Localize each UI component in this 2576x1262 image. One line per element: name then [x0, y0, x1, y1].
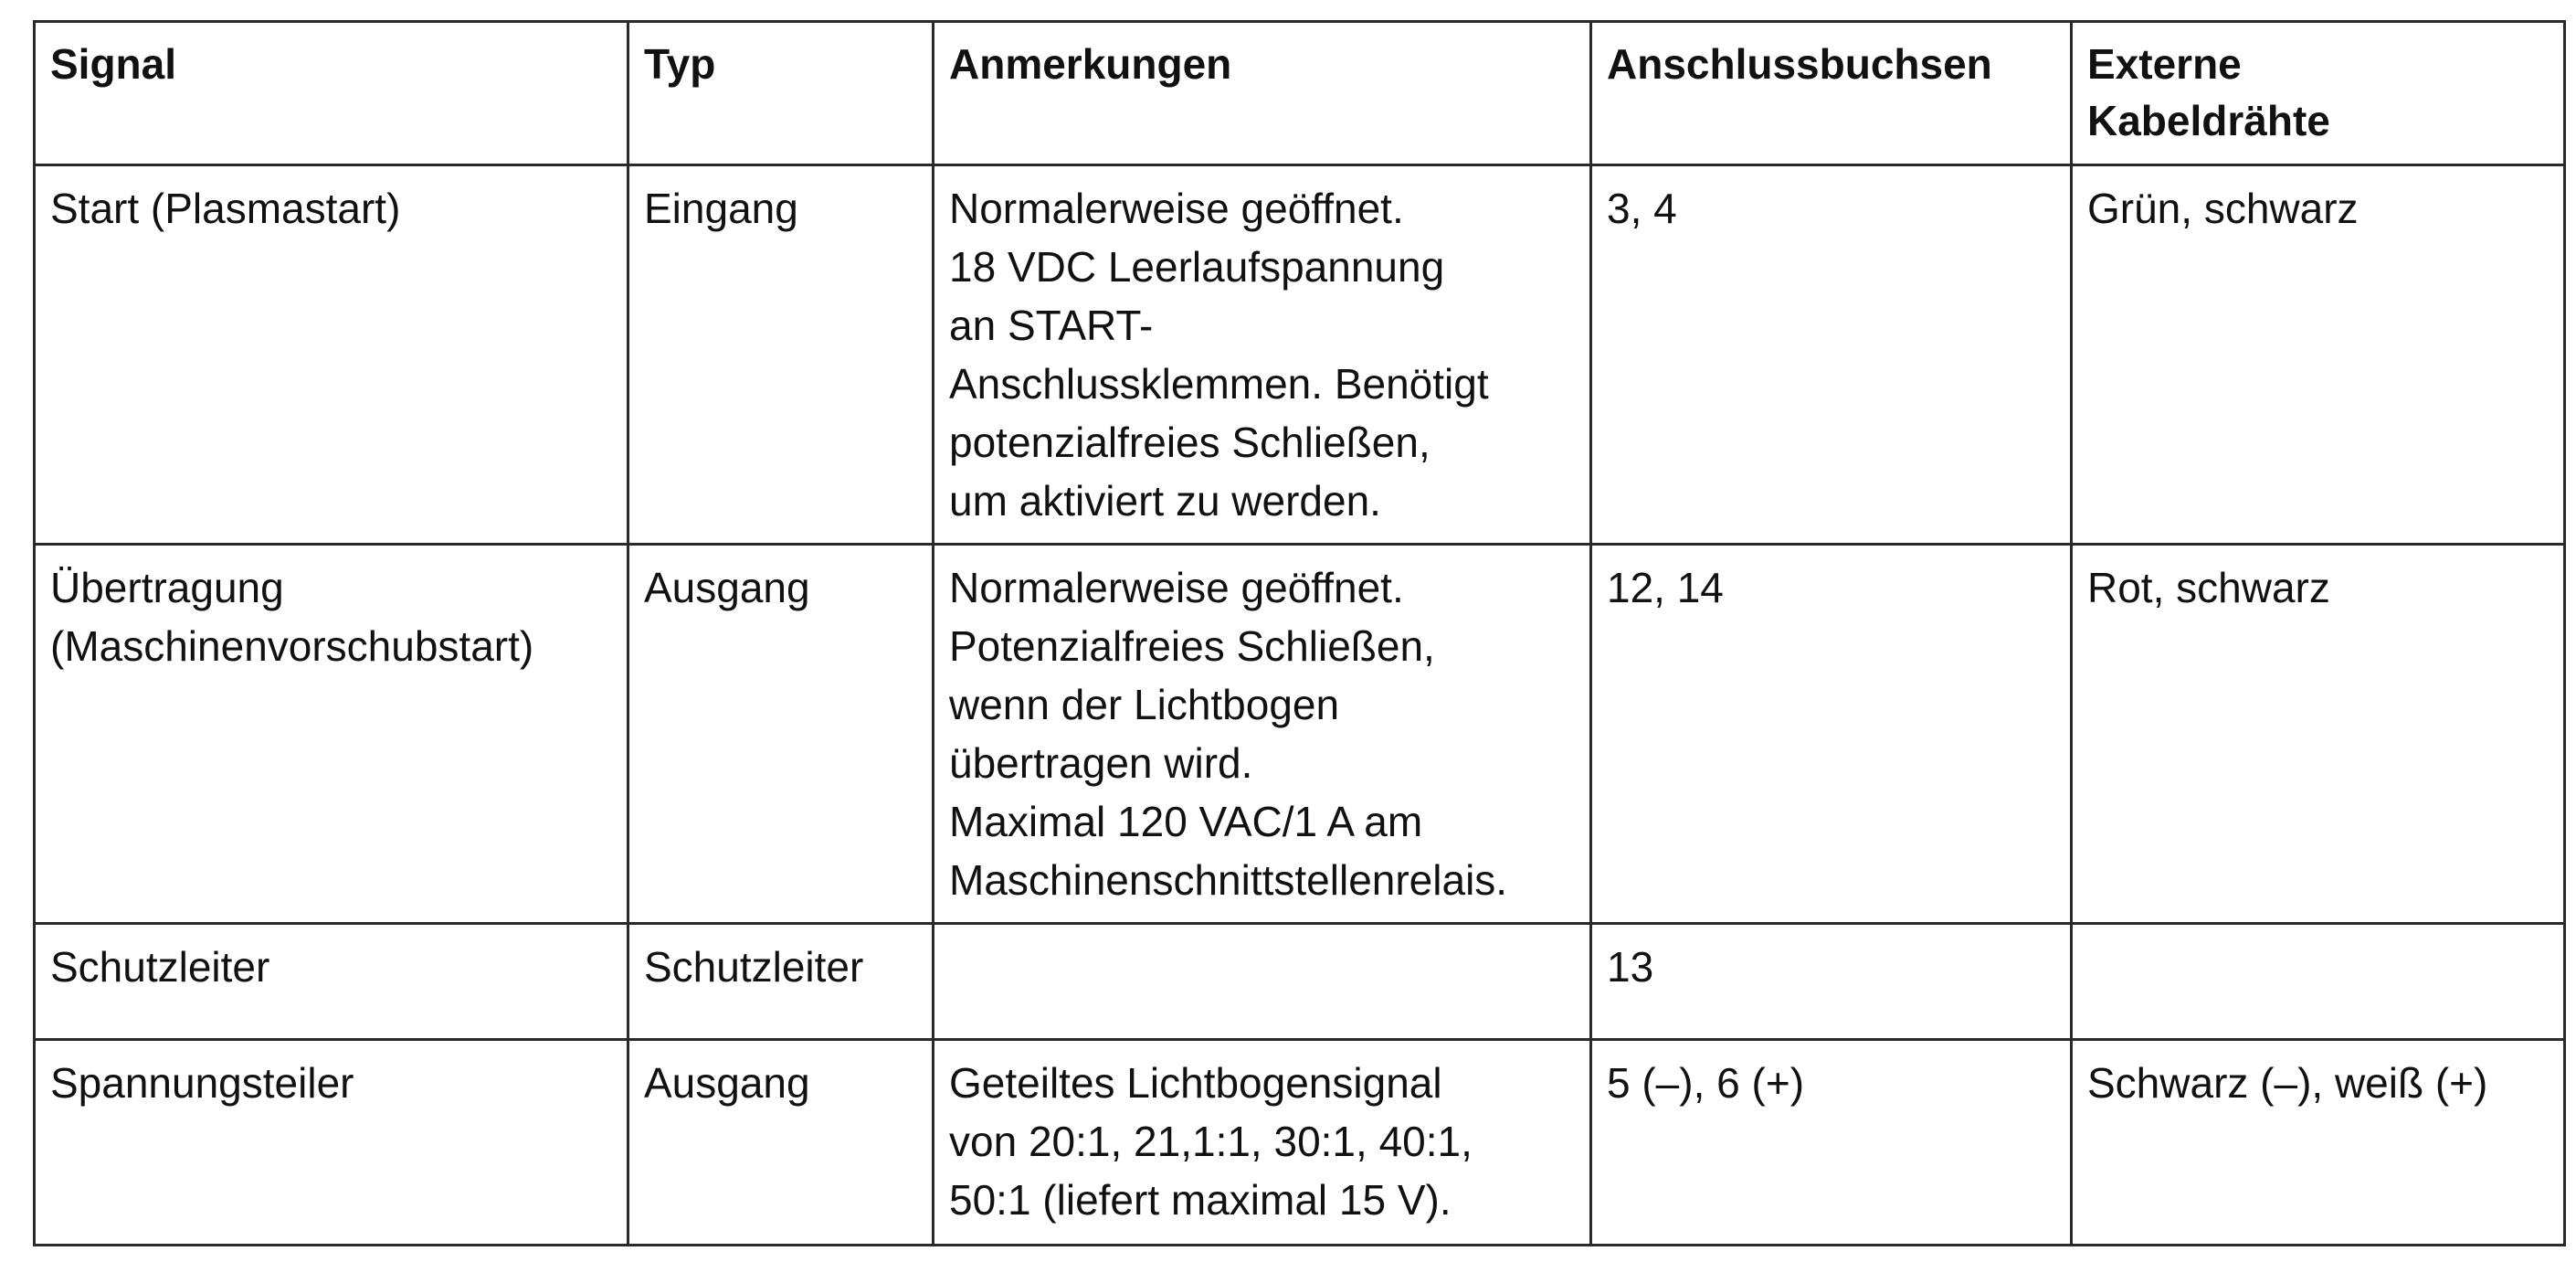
cell-kabeldraehte: Grün, schwarz — [2072, 165, 2565, 545]
signal-table — [33, 20, 2566, 1246]
table-row — [35, 165, 2565, 545]
cell-signal: Start (Plasmastart) — [35, 165, 628, 545]
cell-kabeldraehte: Rot, schwarz — [2072, 545, 2565, 924]
table-row — [35, 545, 2565, 924]
cell-typ: Schutzleiter — [628, 924, 934, 1040]
cell-anschlussbuchsen: 3, 4 — [1591, 165, 2072, 545]
header-anmerkungen: Anmerkungen — [934, 22, 1591, 165]
cell-signal: Schutzleiter — [35, 924, 628, 1040]
cell-anmerkungen: Normalerweise geöffnet. 18 VDC Leerlaufspannung an START- Anschlussklemmen. Benötigt potenzialfreies Schließen, um aktiviert zu werden. — [934, 165, 1591, 545]
table-row — [35, 1040, 2565, 1246]
header-anschlussbuchsen: Anschlussbuchsen — [1591, 22, 2072, 165]
cell-signal: Spannungsteiler — [35, 1040, 628, 1246]
table-row — [35, 924, 2565, 1040]
cell-typ: Ausgang — [628, 1040, 934, 1246]
cell-typ: Eingang — [628, 165, 934, 545]
header-signal: Signal — [35, 22, 628, 165]
cell-typ: Ausgang — [628, 545, 934, 924]
header-externe-kabeldraehte: Externe Kabeldrähte — [2072, 22, 2565, 165]
cell-anmerkungen: Normalerweise geöffnet. Potenzialfreies Schließen, wenn der Lichtbogen übertragen wird. Maximal 120 VAC/1 A am Maschinenschnittstellenrelais. — [934, 545, 1591, 924]
cell-anschlussbuchsen: 5 (–), 6 (+) — [1591, 1040, 2072, 1246]
header-typ: Typ — [628, 22, 934, 165]
cell-anmerkungen — [934, 924, 1591, 1040]
cell-signal: Übertragung (Maschinenvorschubstart) — [35, 545, 628, 924]
cell-anschlussbuchsen: 13 — [1591, 924, 2072, 1040]
cell-kabeldraehte — [2072, 924, 2565, 1040]
cell-anmerkungen: Geteiltes Lichtbogensignal von 20:1, 21,1:1, 30:1, 40:1, 50:1 (liefert maximal 15 V). — [934, 1040, 1591, 1246]
cell-anschlussbuchsen: 12, 14 — [1591, 545, 2072, 924]
header-row — [35, 22, 2565, 165]
cell-kabeldraehte: Schwarz (–), weiß (+) — [2072, 1040, 2565, 1246]
